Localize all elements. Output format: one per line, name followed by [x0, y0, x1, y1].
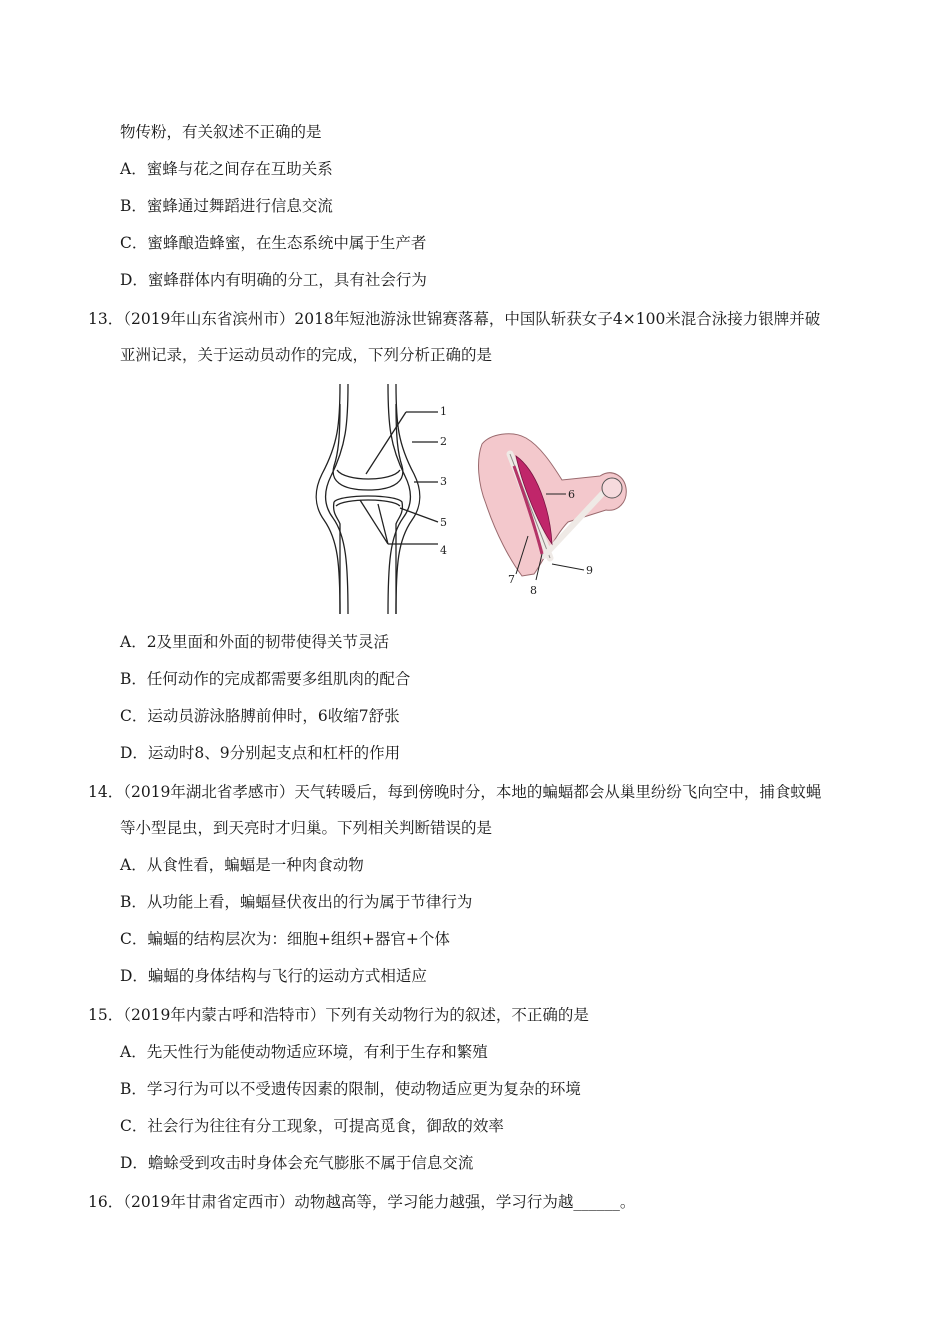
q12-option-d: D．蜜蜂群体内有明确的分工，具有社会行为: [120, 271, 427, 289]
q15-option-b: B．学习行为可以不受遗传因素的限制，使动物适应更为复杂的环境: [120, 1080, 581, 1098]
knee-joint-diagram: [316, 384, 438, 614]
label-2: 2: [440, 435, 447, 448]
q14-stem-line2: 等小型昆虫，到天亮时才归巢。下列相关判断错误的是: [120, 819, 493, 837]
q13-option-b: B．任何动作的完成都需要多组肌肉的配合: [120, 670, 411, 688]
q14-stem-line1: 14．（2019年湖北省孝感市）天气转暖后，每到傍晚时分，本地的蝙蝠都会从巢里纷纷飞向空中，捕食蚊蝇: [88, 783, 822, 801]
q14-option-a: A．从食性看，蝙蝠是一种肉食动物: [120, 856, 364, 874]
q14-option-c: C．蝙蝠的结构层次为：细胞+组织+器官+个体: [120, 930, 450, 948]
q13-stem-line1: 13．（2019年山东省滨州市）2018年短池游泳世锦赛落幕，中国队斩获女子4×100米混合泳接力银牌并破: [88, 310, 821, 328]
q12-option-a: A．蜜蜂与花之间存在互助关系: [120, 160, 333, 178]
q13-option-a: A．2及里面和外面的韧带使得关节灵活: [120, 633, 390, 651]
label-3: 3: [440, 475, 447, 488]
label-5: 5: [440, 516, 447, 529]
q13-stem-line2: 亚洲记录，关于运动员动作的完成，下列分析正确的是: [120, 346, 493, 364]
label-4: 4: [440, 544, 447, 557]
q13-option-c: C．运动员游泳胳膊前伸时，6收缩7舒张: [120, 707, 400, 725]
q12-stem-continued: 物传粉，有关叙述不正确的是: [120, 123, 322, 141]
q12-option-c: C．蜜蜂酿造蜂蜜，在生态系统中属于生产者: [120, 234, 427, 252]
label-7: 7: [508, 573, 515, 586]
label-8: 8: [530, 584, 537, 597]
q15-option-a: A．先天性行为能使动物适应环境，有利于生存和繁殖: [120, 1043, 488, 1061]
q12-option-b: B．蜜蜂通过舞蹈进行信息交流: [120, 197, 333, 215]
q15-stem: 15．（2019年内蒙古呼和浩特市）下列有关动物行为的叙述，不正确的是: [88, 1006, 589, 1024]
q14-option-d: D．蝙蝠的身体结构与飞行的运动方式相适应: [120, 967, 427, 985]
label-9: 9: [586, 564, 593, 577]
arm-muscle-diagram: [479, 434, 627, 580]
label-6: 6: [568, 488, 575, 501]
q15-option-d: D．蟾蜍受到攻击时身体会充气膨胀不属于信息交流: [120, 1154, 474, 1172]
q15-option-c: C．社会行为往往有分工现象，可提高觅食，御敌的效率: [120, 1117, 504, 1135]
joint-and-arm-figure: [300, 384, 640, 614]
q14-option-b: B．从功能上看，蝙蝠昼伏夜出的行为属于节律行为: [120, 893, 473, 911]
label-1: 1: [440, 405, 447, 418]
q16-stem: 16．（2019年甘肃省定西市）动物越高等，学习能力越强，学习行为越______。: [88, 1193, 636, 1211]
q13-option-d: D．运动时8、9分别起支点和杠杆的作用: [120, 744, 401, 762]
